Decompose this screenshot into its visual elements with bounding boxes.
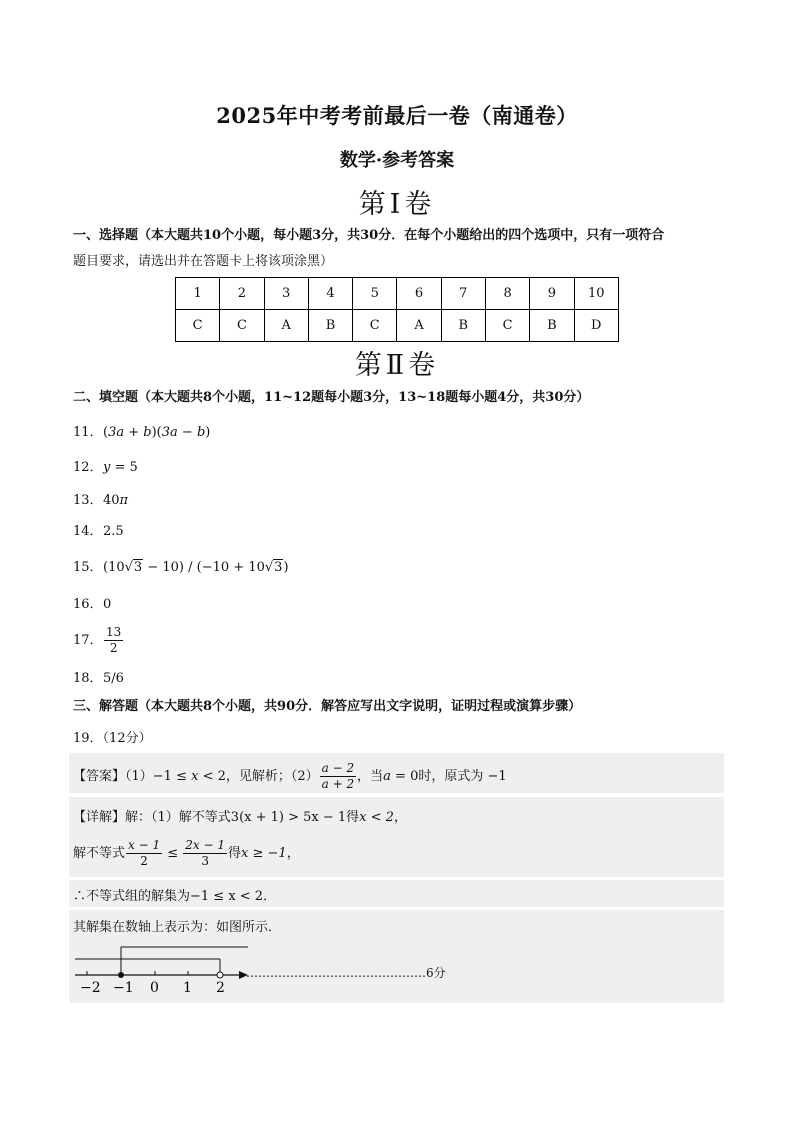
answer-item-15: 15．(10√3 − 10) / (−10 + 10√3)	[73, 560, 289, 575]
table-cell: 7	[441, 278, 485, 310]
tick-label: −2	[80, 980, 101, 996]
answer-item-13: 13．40π	[73, 493, 129, 508]
score-note: ………………………………………6分	[246, 966, 446, 980]
choice-section-heading	[73, 223, 733, 275]
choice-heading-line1: 一、选择题（本大题共10个小题，每小题3分，共30分．在每个小题给出的四个选项中，只有一项符合	[73, 228, 665, 243]
detail-line-2: 解不等式 $\frac{x - 1}{2}$ ≤ $\frac{2x - 1}{3}$ 得x ≥ −1，	[73, 838, 300, 868]
table-cell: 5	[353, 278, 397, 310]
table-cell: 6	[397, 278, 441, 310]
solve-section-heading: 三、解答题（本大题共8个小题，共90分．解答应写出文字说明，证明过程或演算步骤）	[73, 699, 582, 714]
table-cell: 9	[530, 278, 574, 310]
question-19-label: 19．（12分）	[73, 731, 152, 746]
fraction: $\frac{13}{2}$	[106, 625, 122, 655]
tick-label: −1	[113, 980, 134, 996]
fraction: $\frac{x - 1}{2}$	[128, 838, 161, 868]
tick-label: 2	[216, 980, 225, 996]
detail-line-4: 其解集在数轴上表示为：如图所示．	[73, 920, 282, 935]
open-dot-2	[217, 972, 223, 978]
table-cell: C	[220, 310, 264, 342]
table-cell: B	[441, 310, 485, 342]
answer-table-number-row	[176, 278, 619, 310]
page-subtitle: 数学·参考答案	[339, 150, 455, 171]
fill-section-heading: 二、填空题（本大题共8个小题，11~12题每小题3分，13~18题每小题4分，共30分）	[73, 390, 590, 405]
answer-table-answer-row	[176, 310, 619, 342]
table-cell: 8	[485, 278, 529, 310]
answer-item-16: 16．0	[73, 597, 112, 612]
choice-heading-line2: 题目要求，请选出并在答题卡上将该项涂黑）	[73, 254, 334, 269]
number-line-figure	[70, 940, 270, 1000]
table-cell: B	[530, 310, 574, 342]
detail-line-1: 【详解】解：（1）解不等式3(x + 1) > 5x − 1得x < 2，	[73, 810, 407, 825]
fraction: $\frac{2x - 1}{3}$	[185, 838, 226, 868]
table-cell: A	[397, 310, 441, 342]
page-title: 2025年中考考前最后一卷（南通卷）	[216, 103, 578, 128]
table-cell: 2	[220, 278, 264, 310]
part2-title: 第Ⅱ卷	[354, 350, 440, 381]
answer-item-11: 11．(3a + b)(3a − b)	[73, 425, 211, 440]
table-cell: C	[176, 310, 220, 342]
answer-table	[175, 277, 619, 342]
table-cell: C	[485, 310, 529, 342]
answer-item-12: 12．y = 5	[73, 460, 138, 475]
fraction: $\frac{a - 2}{a + 2}$	[321, 761, 355, 791]
table-cell: 4	[308, 278, 352, 310]
answer-item-18: 18．5/6	[73, 671, 124, 686]
table-cell: C	[353, 310, 397, 342]
table-cell: 3	[264, 278, 308, 310]
table-cell: A	[264, 310, 308, 342]
closed-dot-minus-1	[118, 972, 124, 978]
table-cell: 10	[574, 278, 619, 310]
table-cell: B	[308, 310, 352, 342]
table-cell: 1	[176, 278, 220, 310]
tick-label: 1	[183, 980, 192, 996]
detail-line-3: ∴不等式组的解集为−1 ≤ x < 2．	[73, 889, 277, 904]
tick-label: 0	[150, 980, 159, 996]
table-cell: D	[574, 310, 619, 342]
answer-item-14: 14．2.5	[73, 524, 124, 539]
answer-item-17: 17． $\frac{13}{2}$	[73, 625, 122, 655]
answer-line: 【答案】（1）−1 ≤ x < 2，见解析；（2） $\frac{a - 2}{a + 2}$ ，当a = 0时，原式为 −1	[73, 761, 507, 791]
part1-title: 第Ⅰ卷	[358, 189, 436, 220]
